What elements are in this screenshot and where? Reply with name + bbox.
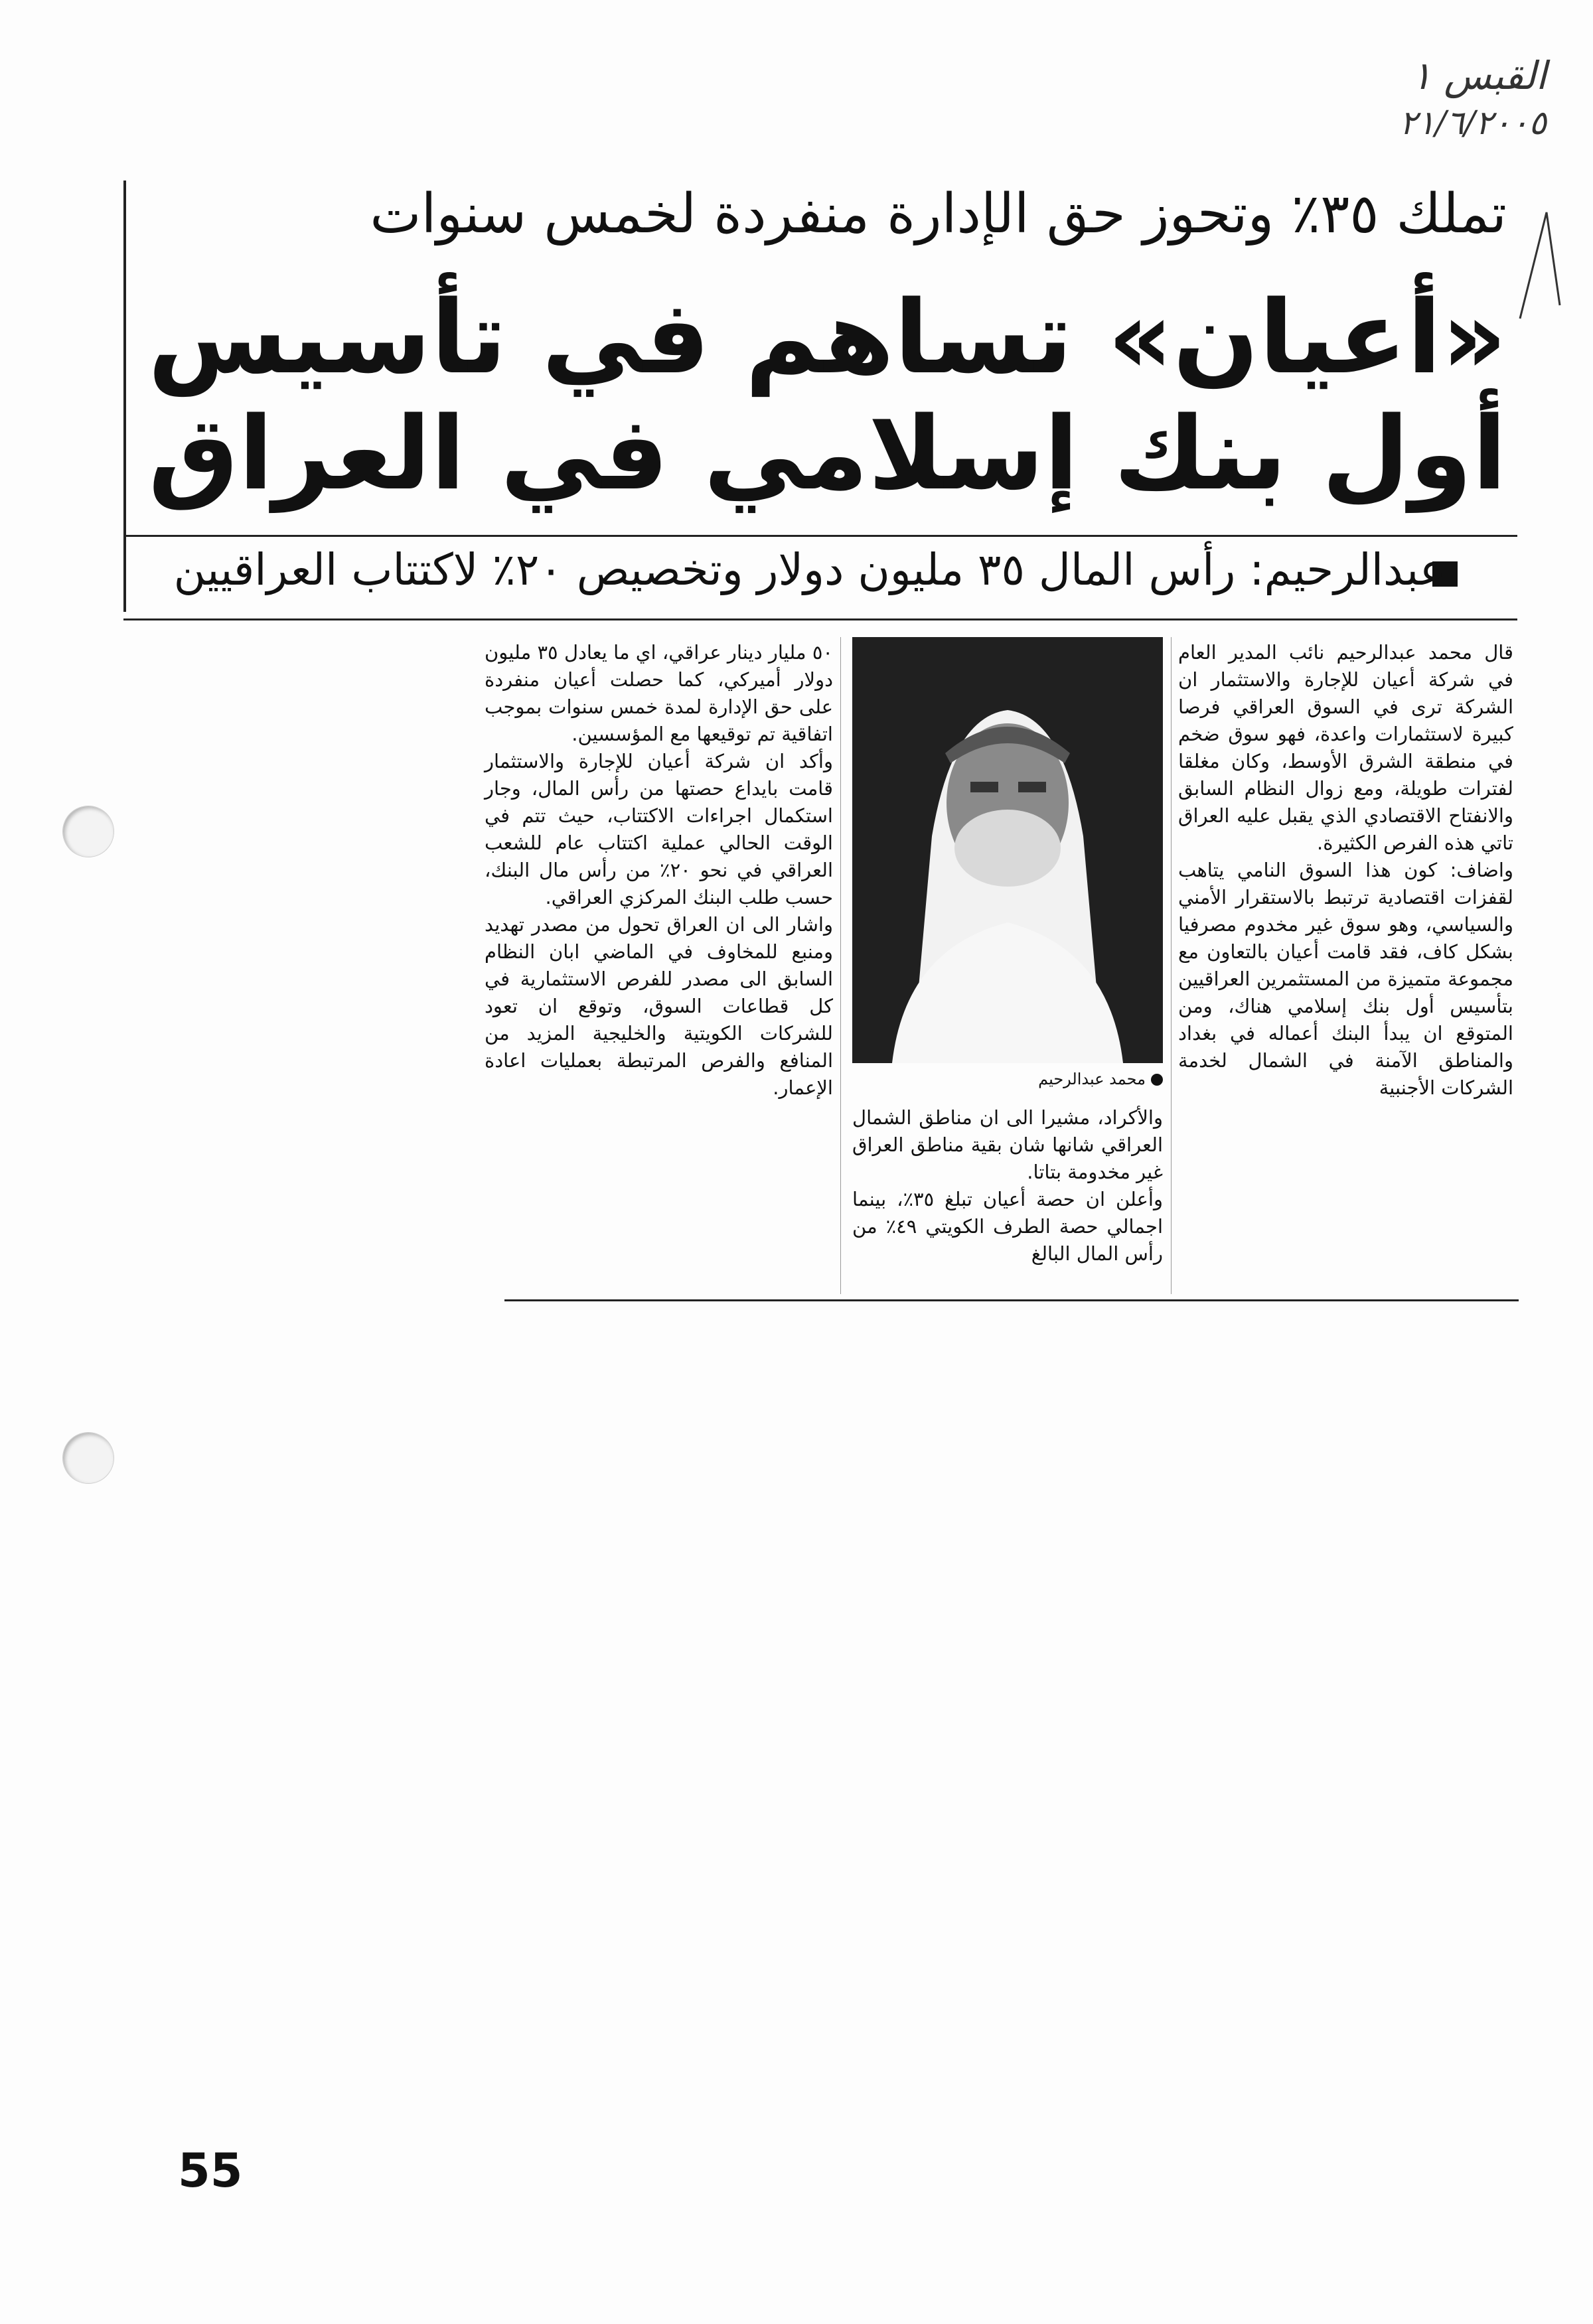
photo-caption bbox=[852, 1070, 1163, 1088]
column-divider-2 bbox=[1171, 637, 1172, 1294]
deck-subheadline: عبدالرحيم: رأس المال ٣٥ مليون دولار وتخصيص ٢٠٪ لاكتتاب العراقيين bbox=[173, 544, 1446, 595]
page-number: 55 bbox=[178, 2143, 243, 2198]
column-middle-paragraph-2: وأعلن ان حصة أعيان تبلغ ٣٥٪، بينما اجمالي حصة الطرف الكويتي ٤٩٪ من رأس المال البالغ bbox=[852, 1188, 1164, 1265]
punch-hole-bottom bbox=[62, 1432, 114, 1484]
body-bottom-rule bbox=[504, 1299, 1519, 1301]
deck-bottom-rule bbox=[123, 618, 1517, 620]
article-column-right bbox=[1178, 639, 1513, 1102]
handwritten-line-1: القبس ١ bbox=[1410, 53, 1547, 98]
handwritten-note bbox=[1399, 53, 1547, 142]
headline-line-1: «أعيان» تساهم في تأسيس bbox=[147, 279, 1507, 396]
column-left-paragraph-2: وأكد ان شركة أعيان للإجارة والاستثمار قامت بايداع حصتها من رأس المال، وجار استكمال اجراءات الاكتتاب، حيث تتم في الوقت الحالي عملية اكتتاب عام للشعب العراقي في نحو ٢٠٪ من رأس مال البنك، حسب طلب البنك المركزي العراقي. bbox=[485, 750, 834, 908]
column-right-paragraph-1: قال محمد عبدالرحيم نائب المدير العام في شركة أعيان للإجارة والاستثمار ان الشركة ترى في السوق العراقي فرصا كبيرة لاستثمارات واعدة، فهو سوق ضخم في منطقة الشرق الأوسط، وكان مغلقا لفترات طويلة، ومع زوال النظام السابق والانفتاح الاقتصادي الذي يقبل عليه العراق تاتي هذه الفرص الكثيرة. bbox=[1178, 641, 1513, 854]
article-column-middle bbox=[852, 1104, 1163, 1268]
headline-bottom-rule bbox=[123, 535, 1517, 537]
article-left-rule bbox=[123, 181, 126, 612]
headline-line-2: أول بنك إسلامي في العراق bbox=[148, 395, 1507, 512]
column-divider-1 bbox=[840, 637, 841, 1294]
portrait-photo bbox=[852, 637, 1163, 1063]
kicker-headline: تملك ٣٥٪ وتحوز حق الإدارة منفردة لخمس سنوات bbox=[370, 182, 1507, 246]
column-left-paragraph-3: واشار الى ان العراق تحول من مصدر تهديد ومنبع للمخاوف في الماضي ابان النظام السابق الى مصدر للفرص الاستثمارية في كل قطاعات السوق، وتوقع ان تعود للشركات الكويتية والخليجية المزيد من المنافع والفرص المرتبطة بعمليات اعادة الإعمار. bbox=[485, 913, 833, 1099]
handwritten-line-2: ٢١/٦/٢٠٠٥ bbox=[1399, 104, 1547, 142]
portrait-image bbox=[852, 637, 1163, 1063]
column-left-paragraph-1: ٥٠ مليار دينار عراقي، اي ما يعادل ٣٥ مليون دولار أميركي، كما حصلت أعيان منفردة على حق الإدارة لمدة خمس سنوات بموجب اتفاقية تم توقيعها مع المؤسسين. bbox=[485, 641, 834, 745]
handwritten-mark bbox=[1507, 199, 1580, 332]
article-column-left bbox=[485, 639, 833, 1102]
caption-bullet bbox=[1151, 1074, 1163, 1086]
caption-text: محمد عبدالرحيم bbox=[1038, 1070, 1146, 1088]
column-right-paragraph-2: واضاف: كون هذا السوق النامي يتاهب لقفزات اقتصادية ترتبط بالاستقرار الأمني والسياسي، وهو سوق غير مخدوم مصرفيا بشكل كاف، فقد قامت أعيان بالتعاون مع مجموعة متميزة من المستثمرين العراقيين بتأسيس أول بنك إسلامي هناك، ومن المتوقع ان يبدأ البنك أعماله في بغداد والمناطق الآمنة في الشمال لخدمة الشركات الأجنبية bbox=[1178, 859, 1513, 1099]
column-middle-paragraph-1: والأكراد، مشيرا الى ان مناطق الشمال العراقي شانها شان بقية مناطق العراق غير مخدومة بتاتا. bbox=[852, 1106, 1163, 1183]
punch-hole-top bbox=[62, 806, 114, 857]
